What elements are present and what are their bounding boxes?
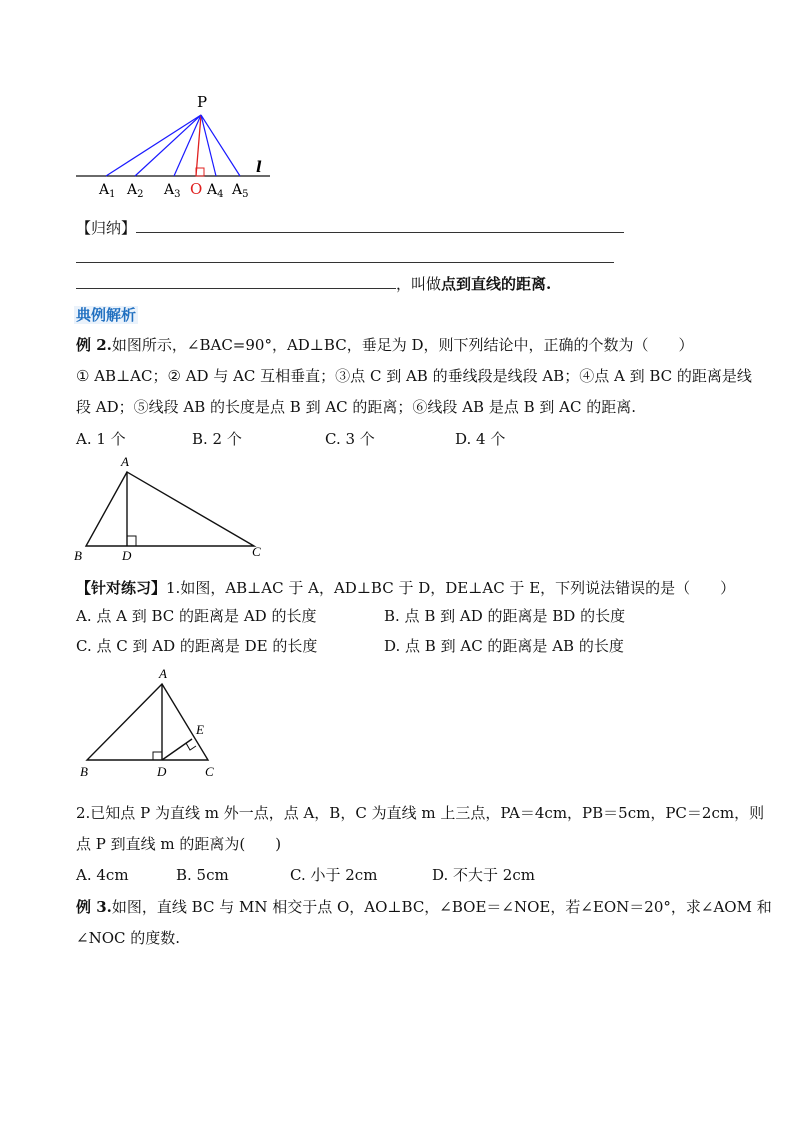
triangle-ABC xyxy=(87,684,208,760)
label-C: C xyxy=(205,764,214,779)
example2-triangle-figure xyxy=(70,452,280,564)
practice-q1-option-b[interactable]: B. 点 B 到 AD 的距离是 BD 的长度 xyxy=(384,607,626,625)
practice-q2-option-b[interactable]: B. 5cm xyxy=(176,866,229,884)
label-D: D xyxy=(157,764,167,779)
label-O: O xyxy=(190,180,203,198)
label-A: A xyxy=(159,666,167,681)
guina-label: 【归纳】 xyxy=(76,219,137,237)
example2-option-b[interactable]: B. 2 个 xyxy=(192,430,242,448)
example2-question xyxy=(76,335,694,355)
label-A4: $A_4$ xyxy=(207,182,224,200)
practice-q1-option-c[interactable]: C. 点 C 到 AD 的距离是 DE 的长度 xyxy=(76,637,318,655)
practice-label: 【针对练习】 xyxy=(76,579,167,597)
guina-line-3 xyxy=(76,274,551,294)
label-P: P xyxy=(197,93,208,111)
triangle-ABC xyxy=(86,472,254,546)
example3-line2: ∠NOC 的度数. xyxy=(76,929,181,947)
example2-option-a[interactable]: A. 1 个 xyxy=(76,430,126,448)
example2-line3: 段 AD；⑤线段 AB 的长度是点 B 到 AC 的距离；⑥线段 AB 是点 B 到 AC 的距离. xyxy=(76,398,636,416)
example2-option-d[interactable]: D. 4 个 xyxy=(455,430,506,448)
guina-term: 点到直线的距离. xyxy=(441,275,552,293)
segment-PA4 xyxy=(201,115,216,176)
practice-q2-option-a[interactable]: A. 4cm xyxy=(76,866,129,884)
practice-q2-option-c[interactable]: C. 小于 2cm xyxy=(290,866,378,884)
example2-option-c[interactable]: C. 3 个 xyxy=(325,430,375,448)
label-D: D xyxy=(122,548,132,563)
right-angle-mark-D xyxy=(153,752,162,760)
label-A2: $A_2$ xyxy=(127,182,144,200)
segment-PA1 xyxy=(106,115,201,176)
segment-PA5 xyxy=(201,115,240,176)
practice-q1-option-a[interactable]: A. 点 A 到 BC 的距离是 AD 的长度 xyxy=(76,607,317,625)
label-B: B xyxy=(80,764,88,779)
guina-line-1 xyxy=(76,218,624,238)
practice-q2-line2: 点 P 到直线 m 的距离为( ) xyxy=(76,835,282,853)
perpendicular-DE xyxy=(162,739,192,760)
label-B: B xyxy=(74,548,82,563)
example3-text: 如图，直线 BC 与 MN 相交于点 O，AO⊥BC，∠BOE＝∠NOE，若∠EON＝20°，求∠AOM 和 xyxy=(111,898,772,916)
practice-q2-option-d[interactable]: D. 不大于 2cm xyxy=(432,866,535,884)
practice-triangle-figure xyxy=(74,664,234,784)
label-A: A xyxy=(121,454,129,469)
right-angle-mark xyxy=(127,536,136,546)
blank-3[interactable] xyxy=(76,274,396,289)
guina-tail: ，叫做 xyxy=(396,275,442,293)
label-A3: $A_3$ xyxy=(164,182,181,200)
practice-q1 xyxy=(76,578,735,598)
practice-q2-line1: 2.已知点 P 为直线 m 外一点，点 A，B，C 为直线 m 上三点，PA＝4cm，PB＝5cm，PC＝2cm，则 xyxy=(76,804,765,822)
blank-2[interactable] xyxy=(76,248,614,263)
example3-prefix: 例 3. xyxy=(76,898,112,916)
blank-1[interactable] xyxy=(136,218,624,233)
label-E: E xyxy=(196,722,204,737)
figure-point-to-line xyxy=(70,92,290,202)
segment-PA2 xyxy=(135,115,201,176)
practice-q1-option-d[interactable]: D. 点 B 到 AC 的距离是 AB 的长度 xyxy=(384,637,624,655)
example2-text: 如图所示，∠BAC=90°，AD⊥BC，垂足为 D，则下列结论中，正确的个数为（ ） xyxy=(111,336,694,354)
section-title: 典例解析 xyxy=(76,306,137,324)
label-A1: $A_1$ xyxy=(99,182,116,200)
example2-line2: ① AB⊥AC；② AD 与 AC 互相垂直；③点 C 到 AB 的垂线段是线段 AB；④点 A 到 BC 的距离是线 xyxy=(76,367,752,385)
right-angle-mark-E xyxy=(186,743,196,750)
label-l: l xyxy=(256,158,262,176)
label-A5: $A_5$ xyxy=(232,182,249,200)
example2-prefix: 例 2. xyxy=(76,336,112,354)
practice-q1-text: 1.如图，AB⊥AC 于 A，AD⊥BC 于 D，DE⊥AC 于 E，下列说法错误的是（ ） xyxy=(166,579,736,597)
label-C: C xyxy=(252,544,261,559)
example3-line1 xyxy=(76,897,772,917)
